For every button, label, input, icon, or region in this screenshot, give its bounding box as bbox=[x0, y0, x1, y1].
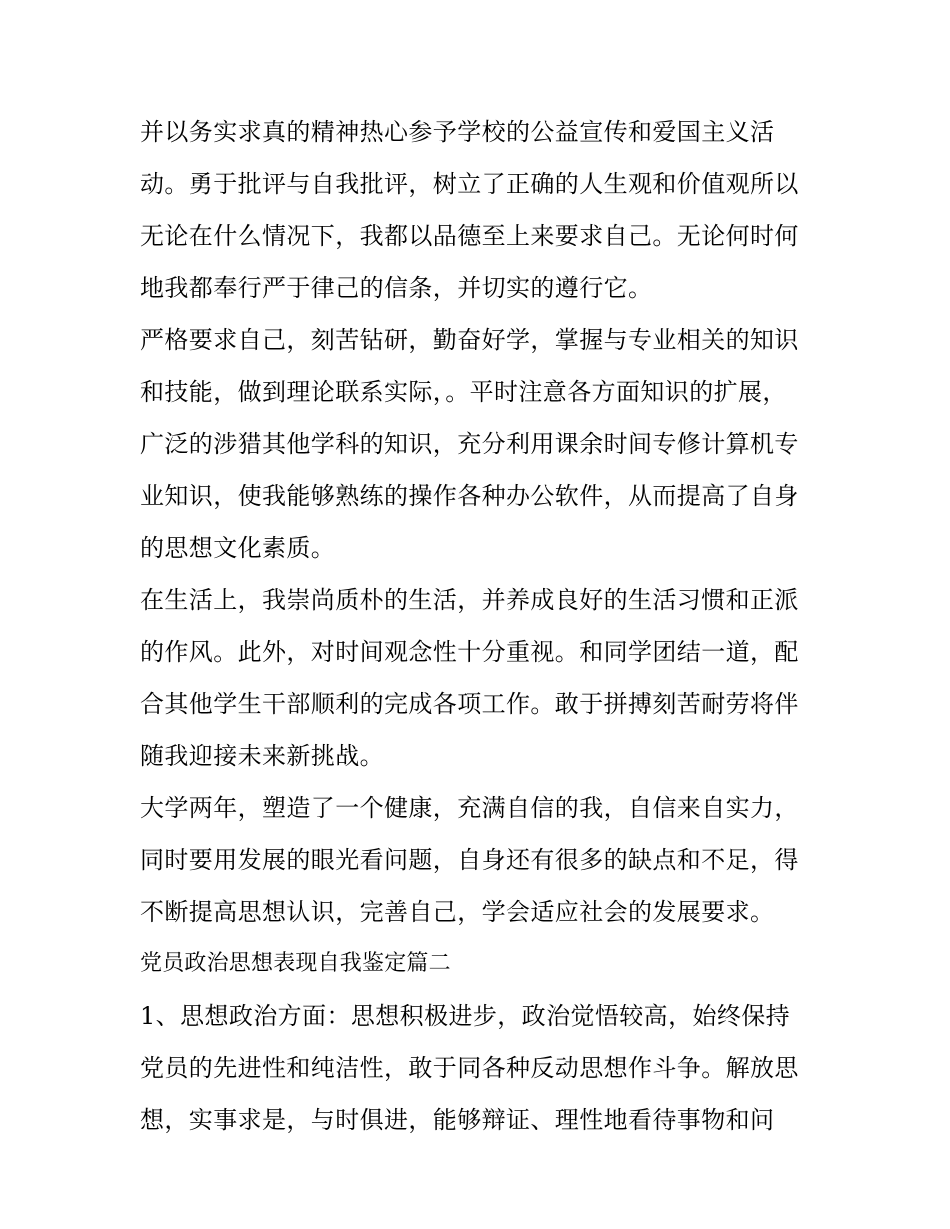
text-line-5: 严格要求自己，刻苦钻研，勤奋好学，掌握与专业相关的知识 bbox=[140, 326, 799, 354]
text-line-15: 同时要用发展的眼光看问题，自身还有很多的缺点和不足，得 bbox=[140, 846, 799, 874]
section-heading: 党员政治思想表现自我鉴定篇二 bbox=[140, 951, 451, 976]
text-line-6: 和技能，做到理论联系实际，。平时注意各方面知识的扩展， bbox=[140, 378, 787, 406]
text-line-4: 地我都奉行严于律己的信条，并切实的遵行它。 bbox=[140, 274, 653, 302]
text-line-11: 的作风。此外，对时间观念性十分重视。和同学团结一道，配 bbox=[140, 638, 799, 666]
text-line-2: 动。勇于批评与自我批评，树立了正确的人生观和价值观所以 bbox=[140, 170, 799, 198]
text-line-16: 不断提高思想认识，完善自己，学会适应社会的发展要求。 bbox=[140, 898, 775, 926]
text-line-3: 无论在什么情况下，我都以品德至上来要求自己。无论何时何 bbox=[140, 222, 799, 250]
text-line-1: 并以务实求真的精神热心参予学校的公益宣传和爱国主义活 bbox=[140, 118, 775, 146]
text-line-14: 大学两年，塑造了一个健康，充满自信的我，自信来自实力， bbox=[140, 794, 799, 822]
text-line-7: 广泛的涉猎其他学科的知识，充分利用课余时间专修计算机专 bbox=[140, 430, 799, 458]
text-line-8: 业知识，使我能够熟练的操作各种办公软件，从而提高了自身 bbox=[140, 482, 799, 510]
text-line-12: 合其他学生干部顺利的完成各项工作。敢于拼搏刻苦耐劳将伴 bbox=[140, 690, 799, 718]
document-body bbox=[140, 106, 820, 1146]
text-line-18: 1、思想政治方面：思想积极进步，政治觉悟较高，始终保持 bbox=[140, 1002, 791, 1030]
text-line-10: 在生活上，我崇尚质朴的生活，并养成良好的生活习惯和正派 bbox=[140, 586, 799, 614]
text-line-9: 的思想文化素质。 bbox=[140, 534, 336, 562]
text-line-19: 党员的先进性和纯洁性，敢于同各种反动思想作斗争。解放思 bbox=[140, 1054, 799, 1082]
text-line-20: 想，实事求是，与时俱进，能够辩证、理性地看待事物和问 bbox=[140, 1106, 775, 1134]
text-line-13: 随我迎接未来新挑战。 bbox=[140, 742, 384, 770]
